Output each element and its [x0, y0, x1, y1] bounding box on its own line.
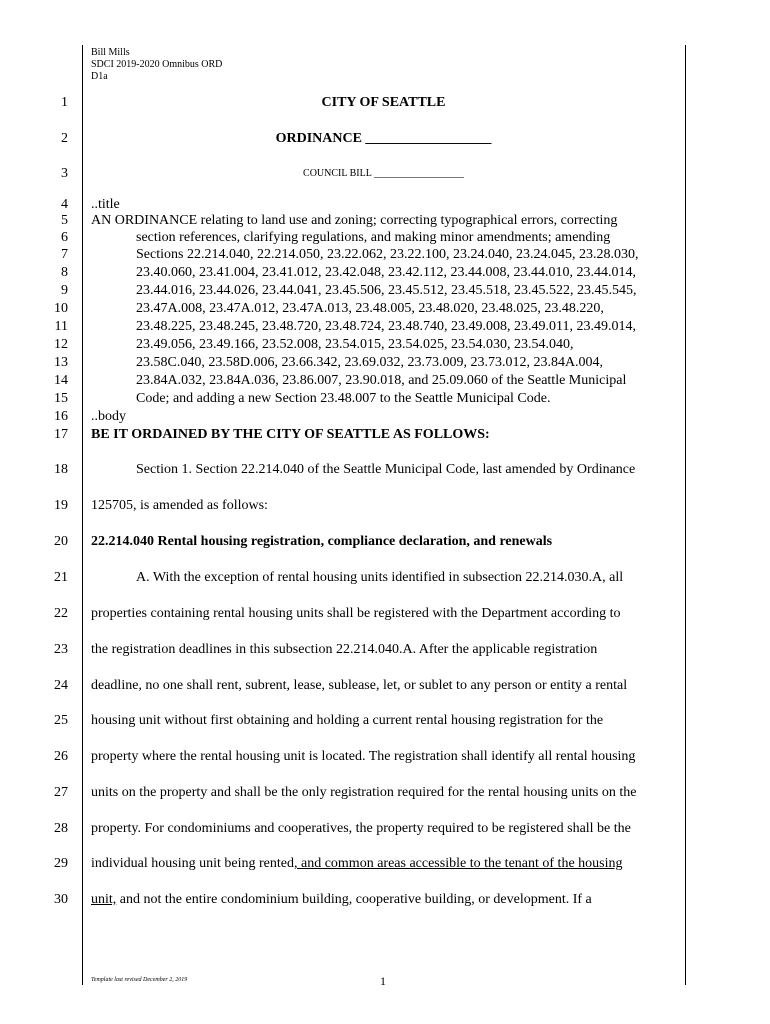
council-bill: COUNCIL BILL __________________	[303, 168, 464, 179]
ordinance-line: 23.40.060, 23.41.004, 23.41.012, 23.42.048, 23.42.112, 23.44.008, 23.44.010, 23.44.014,	[136, 265, 636, 280]
section-heading: 22.214.040 Rental housing registration, compliance declaration, and renewals	[91, 534, 553, 549]
inserted-text: unit,	[91, 892, 117, 907]
page-number: 1	[380, 974, 386, 988]
line-number: 11	[54, 319, 68, 334]
line-number: 16	[54, 409, 68, 424]
title-marker: ..title	[91, 197, 120, 212]
line-number: 1	[61, 95, 68, 110]
ordinance-line: 23.84A.032, 23.84A.036, 23.86.007, 23.90.018, and 25.09.060 of the Seattle Municipal	[136, 373, 627, 388]
right-margin-rule	[685, 45, 686, 985]
line-number: 28	[54, 821, 68, 836]
paragraph-line-amended	[91, 892, 592, 908]
line-number: 9	[61, 283, 68, 298]
paragraph-line: A. With the exception of rental housing units identified in subsection 22.214.030.A, all	[136, 570, 624, 585]
paragraph-line: the registration deadlines in this subsection 22.214.040.A. After the applicable registration	[91, 642, 598, 657]
line-number: 22	[54, 606, 68, 621]
line-number: 29	[54, 856, 68, 871]
line-number: 20	[54, 534, 68, 549]
ordinance-line: Sections 22.214.040, 22.214.050, 23.22.062, 23.22.100, 23.24.040, 23.24.045, 23.28.030,	[136, 247, 639, 262]
ordinance-line: 23.47A.008, 23.47A.012, 23.47A.013, 23.48.005, 23.48.020, 23.48.025, 23.48.220,	[136, 301, 604, 316]
line-number: 19	[54, 498, 68, 513]
line-number: 10	[54, 301, 68, 316]
line-number: 5	[61, 213, 68, 228]
ordinance-line: 23.49.056, 23.49.166, 23.52.008, 23.54.015, 23.54.025, 23.54.030, 23.54.040,	[136, 337, 574, 352]
ordinance-line: 23.48.225, 23.48.245, 23.48.720, 23.48.724, 23.48.740, 23.49.008, 23.49.011, 23.49.014,	[136, 319, 636, 334]
line-number: 23	[54, 642, 68, 657]
header-draft: D1a	[91, 71, 108, 82]
paragraph-line: property. For condominiums and cooperatives, the property required to be registered shall be the	[91, 821, 631, 836]
line-number: 21	[54, 570, 68, 585]
ordinance-line: 23.44.016, 23.44.026, 23.44.041, 23.45.506, 23.45.512, 23.45.518, 23.45.522, 23.45.545,	[136, 283, 637, 298]
left-margin-rule	[82, 45, 83, 985]
line-number: 14	[54, 373, 68, 388]
paragraph-line: property where the rental housing unit is located. The registration shall identify all rental housing	[91, 749, 636, 764]
paragraph-line: housing unit without first obtaining and holding a current rental housing registration for the	[91, 713, 604, 728]
line-number: 8	[61, 265, 68, 280]
line-number: 24	[54, 678, 68, 693]
line-number: 2	[61, 131, 68, 146]
city-title: CITY OF SEATTLE	[321, 95, 446, 110]
paragraph-line: units on the property and shall be the only registration required for the rental housing units on the	[91, 785, 637, 800]
line-number: 7	[61, 247, 68, 262]
section1-line: Section 1. Section 22.214.040 of the Seattle Municipal Code, last amended by Ordinance	[136, 462, 636, 477]
line-number: 3	[61, 166, 68, 181]
line-number: 12	[54, 337, 68, 352]
ordinance-line: section references, clarifying regulations, and making minor amendments; amending	[136, 230, 611, 245]
plain-text: individual housing unit being rented	[91, 856, 294, 871]
ordinance-line: Code; and adding a new Section 23.48.007 to the Seattle Municipal Code.	[136, 391, 551, 406]
inserted-text: , and common areas accessible to the tenant of the housing	[293, 856, 623, 871]
template-note: Template last revised December 2, 2019	[91, 977, 188, 983]
line-number: 30	[54, 892, 68, 907]
ordinance-line: 23.58C.040, 23.58D.006, 23.66.342, 23.69.032, 23.73.009, 23.73.012, 23.84A.004,	[136, 355, 604, 370]
line-number: 27	[54, 785, 68, 800]
line-number: 6	[61, 230, 68, 245]
paragraph-line: deadline, no one shall rent, subrent, lease, sublease, let, or sublet to any person or entity a rental	[91, 678, 628, 693]
section1-line: 125705, is amended as follows:	[91, 498, 268, 513]
header-author: Bill Mills	[91, 47, 130, 58]
line-number: 25	[54, 713, 68, 728]
plain-text: and not the entire condominium building, cooperative building, or development. If a	[116, 892, 592, 907]
body-marker: ..body	[91, 409, 126, 424]
line-number: 15	[54, 391, 68, 406]
ordinance-line: AN ORDINANCE relating to land use and zoning; correcting typographical errors, correcting	[91, 213, 618, 228]
line-number: 18	[54, 462, 68, 477]
line-number: 4	[61, 197, 68, 212]
line-number: 17	[54, 427, 68, 442]
line-number: 13	[54, 355, 68, 370]
line-number: 26	[54, 749, 68, 764]
enacting-clause: BE IT ORDAINED BY THE CITY OF SEATTLE AS FOLLOWS:	[91, 427, 490, 442]
paragraph-line: properties containing rental housing units shall be registered with the Department according to	[91, 606, 621, 621]
header-project: SDCI 2019-2020 Omnibus ORD	[91, 59, 223, 70]
ordinance-title: ORDINANCE __________________	[275, 131, 492, 146]
paragraph-line-amended	[91, 856, 623, 872]
